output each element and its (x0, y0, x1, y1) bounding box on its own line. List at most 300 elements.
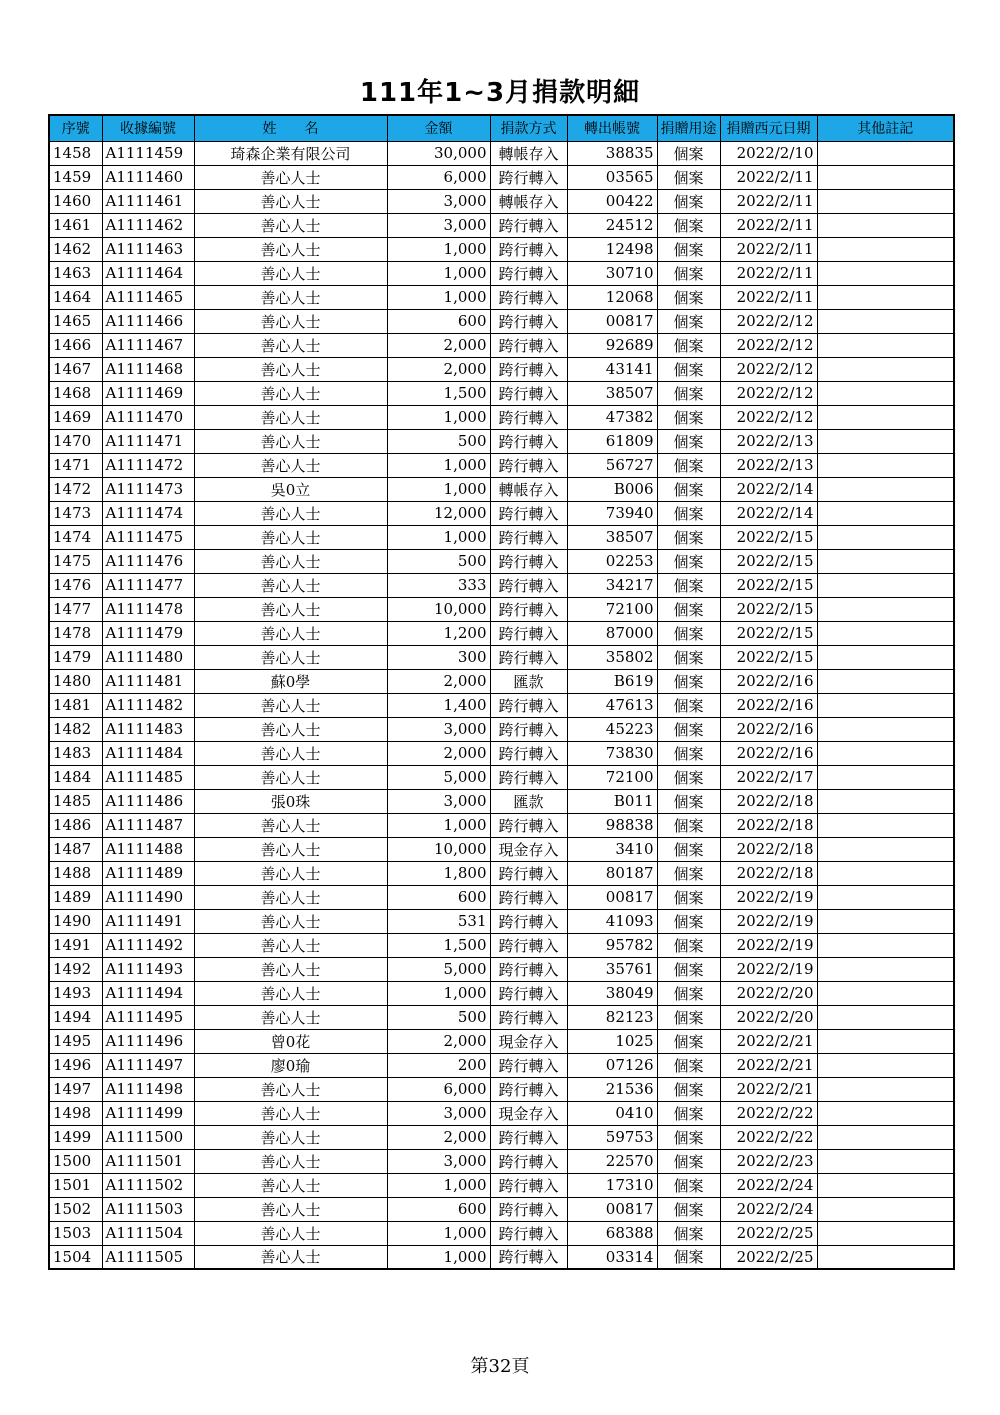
date-cell: 2022/2/15 (720, 573, 817, 597)
serial-cell: 1458 (49, 141, 102, 165)
method-cell: 跨行轉入 (490, 957, 567, 981)
purpose-cell: 個案 (657, 429, 720, 453)
name-cell: 善心人士 (194, 981, 387, 1005)
notes-cell (817, 333, 954, 357)
table-row (49, 405, 954, 429)
table-row (49, 837, 954, 861)
method-cell: 跨行轉入 (490, 285, 567, 309)
date-cell: 2022/2/16 (720, 741, 817, 765)
receipt-cell: A1111463 (102, 237, 194, 261)
date-cell: 2022/2/12 (720, 405, 817, 429)
receipt-cell: A1111492 (102, 933, 194, 957)
date-cell: 2022/2/24 (720, 1173, 817, 1197)
amount-cell: 1,500 (387, 933, 490, 957)
method-cell: 跨行轉入 (490, 549, 567, 573)
method-cell: 跨行轉入 (490, 573, 567, 597)
account-cell: 82123 (567, 1005, 657, 1029)
table-row (49, 189, 954, 213)
name-cell: 善心人士 (194, 645, 387, 669)
serial-cell: 1468 (49, 381, 102, 405)
date-cell: 2022/2/18 (720, 789, 817, 813)
purpose-cell: 個案 (657, 693, 720, 717)
name-cell: 善心人士 (194, 1173, 387, 1197)
receipt-cell: A1111461 (102, 189, 194, 213)
serial-cell: 1466 (49, 333, 102, 357)
notes-cell (817, 549, 954, 573)
donation-table (48, 114, 955, 1270)
serial-cell: 1503 (49, 1221, 102, 1245)
purpose-cell: 個案 (657, 669, 720, 693)
table-row (49, 429, 954, 453)
serial-cell: 1482 (49, 717, 102, 741)
notes-cell (817, 1221, 954, 1245)
notes-cell (817, 453, 954, 477)
method-cell: 匯款 (490, 669, 567, 693)
column-header-purpose: 捐贈用途 (657, 115, 720, 141)
method-cell: 跨行轉入 (490, 333, 567, 357)
purpose-cell: 個案 (657, 1077, 720, 1101)
account-cell: B619 (567, 669, 657, 693)
table-row (49, 597, 954, 621)
date-cell: 2022/2/18 (720, 837, 817, 861)
table-row (49, 285, 954, 309)
receipt-cell: A1111487 (102, 813, 194, 837)
account-cell: 41093 (567, 909, 657, 933)
method-cell: 跨行轉入 (490, 813, 567, 837)
purpose-cell: 個案 (657, 981, 720, 1005)
account-cell: 38049 (567, 981, 657, 1005)
date-cell: 2022/2/20 (720, 1005, 817, 1029)
serial-cell: 1480 (49, 669, 102, 693)
method-cell: 跨行轉入 (490, 309, 567, 333)
account-cell: 00817 (567, 309, 657, 333)
account-cell: 12498 (567, 237, 657, 261)
table-row (49, 1005, 954, 1029)
method-cell: 跨行轉入 (490, 645, 567, 669)
amount-cell: 1,000 (387, 813, 490, 837)
table-row (49, 1245, 954, 1269)
notes-cell (817, 405, 954, 429)
method-cell: 跨行轉入 (490, 621, 567, 645)
serial-cell: 1493 (49, 981, 102, 1005)
notes-cell (817, 741, 954, 765)
table-row (49, 909, 954, 933)
receipt-cell: A1111497 (102, 1053, 194, 1077)
notes-cell (817, 765, 954, 789)
serial-cell: 1475 (49, 549, 102, 573)
table-row (49, 141, 954, 165)
purpose-cell: 個案 (657, 165, 720, 189)
name-cell: 善心人士 (194, 453, 387, 477)
date-cell: 2022/2/15 (720, 597, 817, 621)
receipt-cell: A1111502 (102, 1173, 194, 1197)
method-cell: 跨行轉入 (490, 933, 567, 957)
table-row (49, 1077, 954, 1101)
date-cell: 2022/2/11 (720, 261, 817, 285)
table-row (49, 573, 954, 597)
purpose-cell: 個案 (657, 453, 720, 477)
date-cell: 2022/2/21 (720, 1077, 817, 1101)
purpose-cell: 個案 (657, 621, 720, 645)
notes-cell (817, 381, 954, 405)
purpose-cell: 個案 (657, 1173, 720, 1197)
table-row (49, 981, 954, 1005)
name-cell: 善心人士 (194, 165, 387, 189)
notes-cell (817, 237, 954, 261)
serial-cell: 1459 (49, 165, 102, 189)
receipt-cell: A1111499 (102, 1101, 194, 1125)
receipt-cell: A1111473 (102, 477, 194, 501)
purpose-cell: 個案 (657, 861, 720, 885)
account-cell: 00422 (567, 189, 657, 213)
table-row (49, 957, 954, 981)
method-cell: 跨行轉入 (490, 717, 567, 741)
account-cell: 98838 (567, 813, 657, 837)
method-cell: 跨行轉入 (490, 429, 567, 453)
column-header-account: 轉出帳號 (567, 115, 657, 141)
purpose-cell: 個案 (657, 813, 720, 837)
date-cell: 2022/2/18 (720, 861, 817, 885)
receipt-cell: A1111493 (102, 957, 194, 981)
purpose-cell: 個案 (657, 333, 720, 357)
table-row (49, 813, 954, 837)
name-cell: 善心人士 (194, 261, 387, 285)
table-row (49, 1101, 954, 1125)
account-cell: 43141 (567, 357, 657, 381)
table-header-row (49, 115, 954, 141)
column-header-method: 捐款方式 (490, 115, 567, 141)
name-cell: 善心人士 (194, 525, 387, 549)
date-cell: 2022/2/21 (720, 1029, 817, 1053)
account-cell: 1025 (567, 1029, 657, 1053)
purpose-cell: 個案 (657, 933, 720, 957)
name-cell: 善心人士 (194, 189, 387, 213)
name-cell: 善心人士 (194, 957, 387, 981)
table-row (49, 885, 954, 909)
name-cell: 善心人士 (194, 765, 387, 789)
purpose-cell: 個案 (657, 645, 720, 669)
receipt-cell: A1111476 (102, 549, 194, 573)
purpose-cell: 個案 (657, 717, 720, 741)
receipt-cell: A1111486 (102, 789, 194, 813)
notes-cell (817, 309, 954, 333)
notes-cell (817, 501, 954, 525)
table-row (49, 165, 954, 189)
amount-cell: 600 (387, 309, 490, 333)
table-row (49, 501, 954, 525)
account-cell: 03314 (567, 1245, 657, 1269)
date-cell: 2022/2/23 (720, 1149, 817, 1173)
receipt-cell: A1111465 (102, 285, 194, 309)
amount-cell: 500 (387, 1005, 490, 1029)
notes-cell (817, 213, 954, 237)
date-cell: 2022/2/15 (720, 645, 817, 669)
serial-cell: 1492 (49, 957, 102, 981)
table-row (49, 621, 954, 645)
serial-cell: 1464 (49, 285, 102, 309)
name-cell: 善心人士 (194, 1221, 387, 1245)
table-row (49, 381, 954, 405)
name-cell: 善心人士 (194, 813, 387, 837)
serial-cell: 1484 (49, 765, 102, 789)
method-cell: 現金存入 (490, 837, 567, 861)
amount-cell: 333 (387, 573, 490, 597)
amount-cell: 1,000 (387, 261, 490, 285)
account-cell: 80187 (567, 861, 657, 885)
name-cell: 吳0立 (194, 477, 387, 501)
receipt-cell: A1111474 (102, 501, 194, 525)
account-cell: B011 (567, 789, 657, 813)
amount-cell: 1,400 (387, 693, 490, 717)
notes-cell (817, 1029, 954, 1053)
account-cell: 72100 (567, 765, 657, 789)
receipt-cell: A1111459 (102, 141, 194, 165)
purpose-cell: 個案 (657, 1149, 720, 1173)
notes-cell (817, 717, 954, 741)
amount-cell: 30,000 (387, 141, 490, 165)
amount-cell: 500 (387, 549, 490, 573)
receipt-cell: A1111483 (102, 717, 194, 741)
date-cell: 2022/2/11 (720, 237, 817, 261)
purpose-cell: 個案 (657, 549, 720, 573)
serial-cell: 1472 (49, 477, 102, 501)
notes-cell (817, 621, 954, 645)
account-cell: 38835 (567, 141, 657, 165)
notes-cell (817, 981, 954, 1005)
date-cell: 2022/2/22 (720, 1125, 817, 1149)
name-cell: 善心人士 (194, 1149, 387, 1173)
purpose-cell: 個案 (657, 501, 720, 525)
receipt-cell: A1111504 (102, 1221, 194, 1245)
serial-cell: 1470 (49, 429, 102, 453)
purpose-cell: 個案 (657, 477, 720, 501)
table-row (49, 357, 954, 381)
serial-cell: 1476 (49, 573, 102, 597)
account-cell: 00817 (567, 1197, 657, 1221)
account-cell: 00817 (567, 885, 657, 909)
amount-cell: 3,000 (387, 1101, 490, 1125)
account-cell: 73940 (567, 501, 657, 525)
name-cell: 琦森企業有限公司 (194, 141, 387, 165)
date-cell: 2022/2/17 (720, 765, 817, 789)
table-row (49, 933, 954, 957)
serial-cell: 1474 (49, 525, 102, 549)
column-header-amount: 金額 (387, 115, 490, 141)
date-cell: 2022/2/15 (720, 621, 817, 645)
purpose-cell: 個案 (657, 1029, 720, 1053)
account-cell: 68388 (567, 1221, 657, 1245)
serial-cell: 1473 (49, 501, 102, 525)
column-header-receipt: 收據編號 (102, 115, 194, 141)
notes-cell (817, 189, 954, 213)
date-cell: 2022/2/16 (720, 717, 817, 741)
notes-cell (817, 669, 954, 693)
amount-cell: 531 (387, 909, 490, 933)
receipt-cell: A1111478 (102, 597, 194, 621)
date-cell: 2022/2/22 (720, 1101, 817, 1125)
name-cell: 善心人士 (194, 549, 387, 573)
purpose-cell: 個案 (657, 1125, 720, 1149)
table-row (49, 453, 954, 477)
amount-cell: 2,000 (387, 1029, 490, 1053)
table-row (49, 1029, 954, 1053)
amount-cell: 1,800 (387, 861, 490, 885)
amount-cell: 1,000 (387, 477, 490, 501)
purpose-cell: 個案 (657, 573, 720, 597)
notes-cell (817, 357, 954, 381)
method-cell: 跨行轉入 (490, 1077, 567, 1101)
table-row (49, 333, 954, 357)
purpose-cell: 個案 (657, 141, 720, 165)
amount-cell: 3,000 (387, 1149, 490, 1173)
name-cell: 善心人士 (194, 693, 387, 717)
notes-cell (817, 573, 954, 597)
serial-cell: 1469 (49, 405, 102, 429)
purpose-cell: 個案 (657, 1245, 720, 1269)
column-header-name: 姓 名 (194, 115, 387, 141)
receipt-cell: A1111496 (102, 1029, 194, 1053)
name-cell: 善心人士 (194, 837, 387, 861)
account-cell: 35761 (567, 957, 657, 981)
amount-cell: 3,000 (387, 213, 490, 237)
receipt-cell: A1111500 (102, 1125, 194, 1149)
name-cell: 善心人士 (194, 717, 387, 741)
method-cell: 跨行轉入 (490, 453, 567, 477)
date-cell: 2022/2/16 (720, 669, 817, 693)
name-cell: 曾0花 (194, 1029, 387, 1053)
amount-cell: 2,000 (387, 741, 490, 765)
receipt-cell: A1111475 (102, 525, 194, 549)
account-cell: 47382 (567, 405, 657, 429)
account-cell: 56727 (567, 453, 657, 477)
date-cell: 2022/2/11 (720, 165, 817, 189)
date-cell: 2022/2/15 (720, 525, 817, 549)
amount-cell: 5,000 (387, 957, 490, 981)
notes-cell (817, 813, 954, 837)
serial-cell: 1463 (49, 261, 102, 285)
serial-cell: 1462 (49, 237, 102, 261)
amount-cell: 1,000 (387, 1221, 490, 1245)
amount-cell: 1,000 (387, 1173, 490, 1197)
account-cell: 92689 (567, 333, 657, 357)
account-cell: 17310 (567, 1173, 657, 1197)
amount-cell: 1,000 (387, 525, 490, 549)
method-cell: 跨行轉入 (490, 1149, 567, 1173)
receipt-cell: A1111468 (102, 357, 194, 381)
purpose-cell: 個案 (657, 909, 720, 933)
receipt-cell: A1111503 (102, 1197, 194, 1221)
method-cell: 現金存入 (490, 1101, 567, 1125)
name-cell: 善心人士 (194, 741, 387, 765)
purpose-cell: 個案 (657, 261, 720, 285)
receipt-cell: A1111469 (102, 381, 194, 405)
account-cell: 0410 (567, 1101, 657, 1125)
date-cell: 2022/2/25 (720, 1245, 817, 1269)
name-cell: 善心人士 (194, 1005, 387, 1029)
amount-cell: 1,000 (387, 237, 490, 261)
account-cell: 34217 (567, 573, 657, 597)
name-cell: 善心人士 (194, 285, 387, 309)
serial-cell: 1498 (49, 1101, 102, 1125)
serial-cell: 1500 (49, 1149, 102, 1173)
name-cell: 善心人士 (194, 597, 387, 621)
receipt-cell: A1111505 (102, 1245, 194, 1269)
receipt-cell: A1111470 (102, 405, 194, 429)
method-cell: 跨行轉入 (490, 357, 567, 381)
method-cell: 跨行轉入 (490, 405, 567, 429)
receipt-cell: A1111466 (102, 309, 194, 333)
method-cell: 跨行轉入 (490, 861, 567, 885)
table-row (49, 237, 954, 261)
method-cell: 轉帳存入 (490, 477, 567, 501)
amount-cell: 10,000 (387, 837, 490, 861)
date-cell: 2022/2/14 (720, 501, 817, 525)
notes-cell (817, 1077, 954, 1101)
serial-cell: 1461 (49, 213, 102, 237)
purpose-cell: 個案 (657, 189, 720, 213)
receipt-cell: A1111477 (102, 573, 194, 597)
name-cell: 蘇0學 (194, 669, 387, 693)
method-cell: 跨行轉入 (490, 261, 567, 285)
date-cell: 2022/2/19 (720, 957, 817, 981)
receipt-cell: A1111482 (102, 693, 194, 717)
table-row (49, 645, 954, 669)
column-header-notes: 其他註記 (817, 115, 954, 141)
date-cell: 2022/2/16 (720, 693, 817, 717)
receipt-cell: A1111472 (102, 453, 194, 477)
notes-cell (817, 861, 954, 885)
account-cell: 30710 (567, 261, 657, 285)
purpose-cell: 個案 (657, 957, 720, 981)
date-cell: 2022/2/19 (720, 885, 817, 909)
table-row (49, 717, 954, 741)
amount-cell: 10,000 (387, 597, 490, 621)
amount-cell: 600 (387, 885, 490, 909)
serial-cell: 1487 (49, 837, 102, 861)
receipt-cell: A1111491 (102, 909, 194, 933)
amount-cell: 2,000 (387, 669, 490, 693)
account-cell: 22570 (567, 1149, 657, 1173)
amount-cell: 1,000 (387, 1245, 490, 1269)
date-cell: 2022/2/12 (720, 309, 817, 333)
serial-cell: 1486 (49, 813, 102, 837)
table-row (49, 477, 954, 501)
amount-cell: 300 (387, 645, 490, 669)
name-cell: 善心人士 (194, 237, 387, 261)
account-cell: 35802 (567, 645, 657, 669)
amount-cell: 12,000 (387, 501, 490, 525)
table-row (49, 525, 954, 549)
serial-cell: 1491 (49, 933, 102, 957)
receipt-cell: A1111481 (102, 669, 194, 693)
account-cell: 24512 (567, 213, 657, 237)
serial-cell: 1501 (49, 1173, 102, 1197)
receipt-cell: A1111471 (102, 429, 194, 453)
purpose-cell: 個案 (657, 309, 720, 333)
account-cell: 3410 (567, 837, 657, 861)
purpose-cell: 個案 (657, 597, 720, 621)
account-cell: 21536 (567, 1077, 657, 1101)
name-cell: 善心人士 (194, 1125, 387, 1149)
table-row (49, 213, 954, 237)
notes-cell (817, 1245, 954, 1269)
notes-cell (817, 477, 954, 501)
amount-cell: 6,000 (387, 1077, 490, 1101)
date-cell: 2022/2/13 (720, 429, 817, 453)
serial-cell: 1481 (49, 693, 102, 717)
account-cell: 59753 (567, 1125, 657, 1149)
table-row (49, 1125, 954, 1149)
